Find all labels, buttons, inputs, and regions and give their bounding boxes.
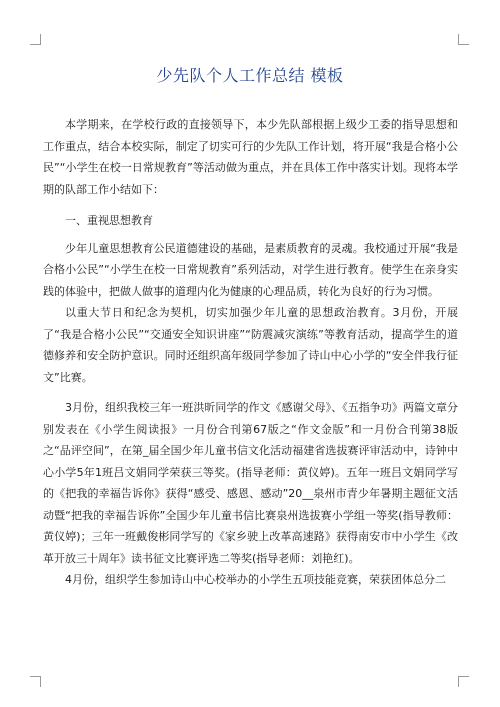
section-heading: 一、重视思想教育 bbox=[65, 214, 153, 227]
crop-mark-top-right bbox=[458, 34, 469, 45]
crop-mark-bottom-left bbox=[30, 676, 41, 687]
body-paragraph: 4月份，组织学生参加诗山中心校举办的小学生五项技能竞赛，荣获团体总分二 bbox=[65, 573, 446, 586]
body-paragraph: 以重大节日和纪念为契机，切实加强少年儿童的思想政治教育。3月份，开展了“我是合格小公民”“交通安全知识讲座”“防震减灾演练”等教育活动，提高学生的道德修养和安全防护意识。同时还组织高年级同学参加了诗山中心小学的“安全伴我行征文”比赛。 bbox=[43, 306, 458, 384]
intro-paragraph: 本学期来，在学校行政的直接领导下，本少先队部根据上级少工委的指导思想和工作重点，结合本校实际，制定了切实可行的少先队工作计划，将开展“我是合格小公民”“小学生在校一日常规教育”等活动做为重点，并在具体工作中落实计划。现将本学期的队部工作小结如下： bbox=[43, 118, 458, 196]
document-title: 少先队个人工作总结 模板 bbox=[156, 66, 344, 85]
crop-mark-bottom-right bbox=[458, 676, 469, 687]
body-paragraph: 3月份，组织我校三年一班洪昕同学的作文《感谢父母》、《五指争功》两篇文章分别发表在《小学生阅读报》一月份合刊第67版之“作文金版”和一月份合刊第38版之“品评空间”，在第_届全国少年儿童书信文化活动福建省选拔赛评审活动中，诗钟中心小学5年1班吕文娟同学荣获三等奖。(指导老师：黄仪婷)。五年一班吕文娟同学写的《把我的幸福告诉你》获得“感受、感恩、感动”20__泉州市青少年暑期主题征文活动暨“把我的幸福告诉你”全国少年儿童书信比赛泉州选拔赛小学组一等奖(指导教师：黄仪婷)；三年一班戴俊彬同学写的《家乡驶上改革高速路》获得南安市中小学生《改革开放三十周年》读书征文比赛评选二等奖(指导老师：刘艳红)。 bbox=[43, 401, 458, 565]
crop-mark-top-left bbox=[30, 34, 41, 45]
document-body bbox=[43, 114, 458, 591]
body-paragraph: 少年儿童思想教育公民道德建设的基础，是素质教育的灵魂。我校通过开展“我是合格小公民”“小学生在校一日常规教育”系列活动，对学生进行教育。使学生在亲身实践的体验中，把做人做事的道理内化为健康的心理品质，转化为良好的行为习惯。 bbox=[43, 241, 458, 298]
